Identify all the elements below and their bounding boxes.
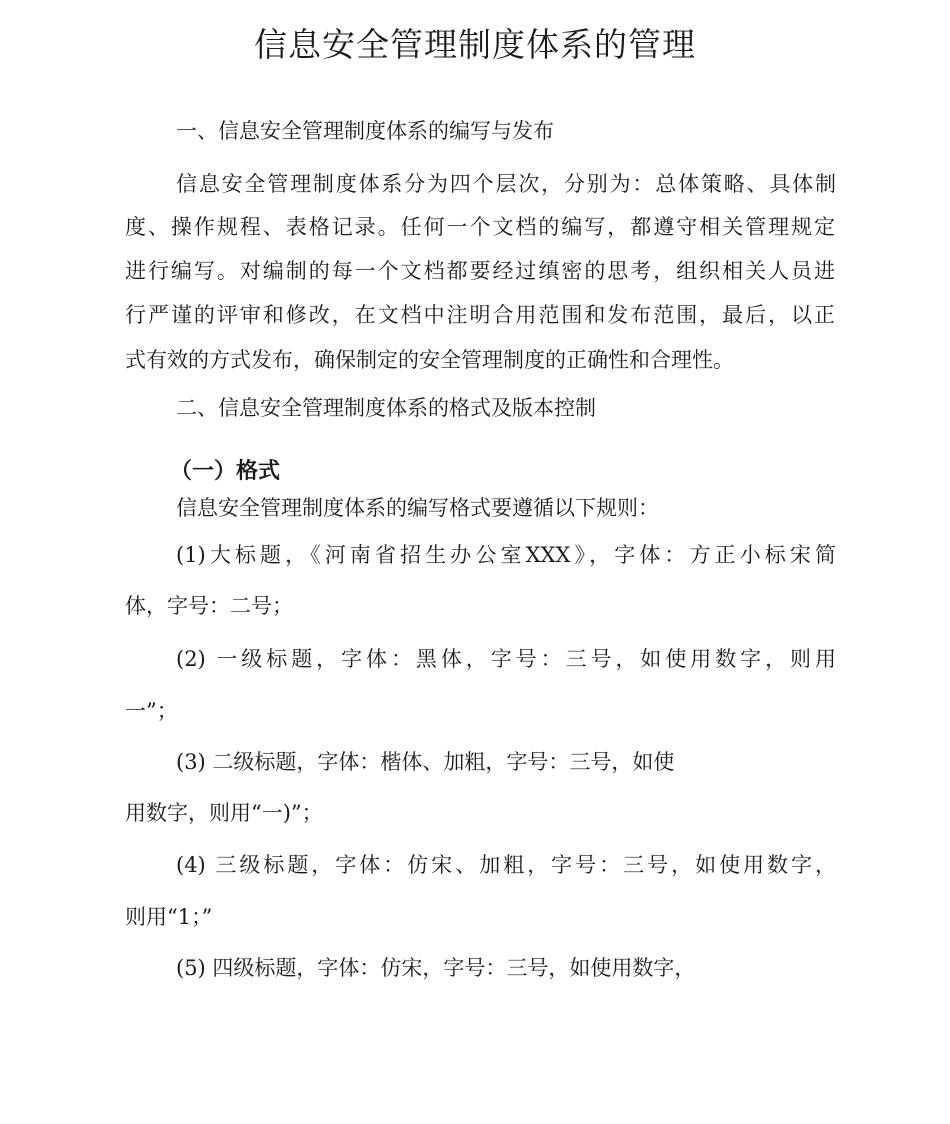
paragraph-line: 度、操作规程、表格记录。任何一个文档的编写，都遵守相关管理规定	[125, 215, 835, 239]
paragraph-line: 进行编写。对编制的每一个文档都要经过缜密的思考，组织相关人员进	[125, 259, 835, 283]
section-heading-2: 二、信息安全管理制度体系的格式及版本控制	[176, 396, 596, 420]
paragraph-line: 信息安全管理制度体系分为四个层次，分别为：总体策略、具体制	[176, 172, 836, 196]
rule-item-line: (2) 一级标题，字体：黑体，字号：三号，如使用数字，则用	[176, 647, 836, 671]
document-title: 信息安全管理制度体系的管理	[254, 25, 696, 65]
paragraph-line: 式有效的方式发布，确保制定的安全管理制度的正确性和合理性。	[125, 348, 734, 372]
rule-item-line: 用数字，则用“一)”；	[125, 801, 323, 825]
rule-item-line: 一”；	[125, 699, 178, 723]
rule-item-line: (3) 二级标题，字体：楷体、加粗，字号：三号，如使	[176, 750, 675, 774]
rule-item-line: (5) 四级标题，字体：仿宋，字号：三号，如使用数字，	[176, 956, 696, 980]
subsection-heading: （一）格式	[170, 459, 281, 484]
rule-item-line: 则用“1；”	[125, 905, 213, 929]
rule-item-line: (1)大标题，《河南省招生办公室XXX》，字体：方正小标宋简	[176, 543, 836, 567]
paragraph-line: 行严谨的评审和修改，在文档中注明合用范围和发布范围，最后，以正	[125, 303, 835, 327]
rule-item-line: 体，字号：二号；	[125, 594, 293, 618]
section-heading-1: 一、信息安全管理制度体系的编写与发布	[176, 119, 554, 143]
rule-item-line: (4) 三级标题，字体：仿宋、加粗，字号：三号，如使用数字，	[176, 853, 836, 877]
paragraph-line: 信息安全管理制度体系的编写格式要遵循以下规则：	[176, 496, 659, 520]
